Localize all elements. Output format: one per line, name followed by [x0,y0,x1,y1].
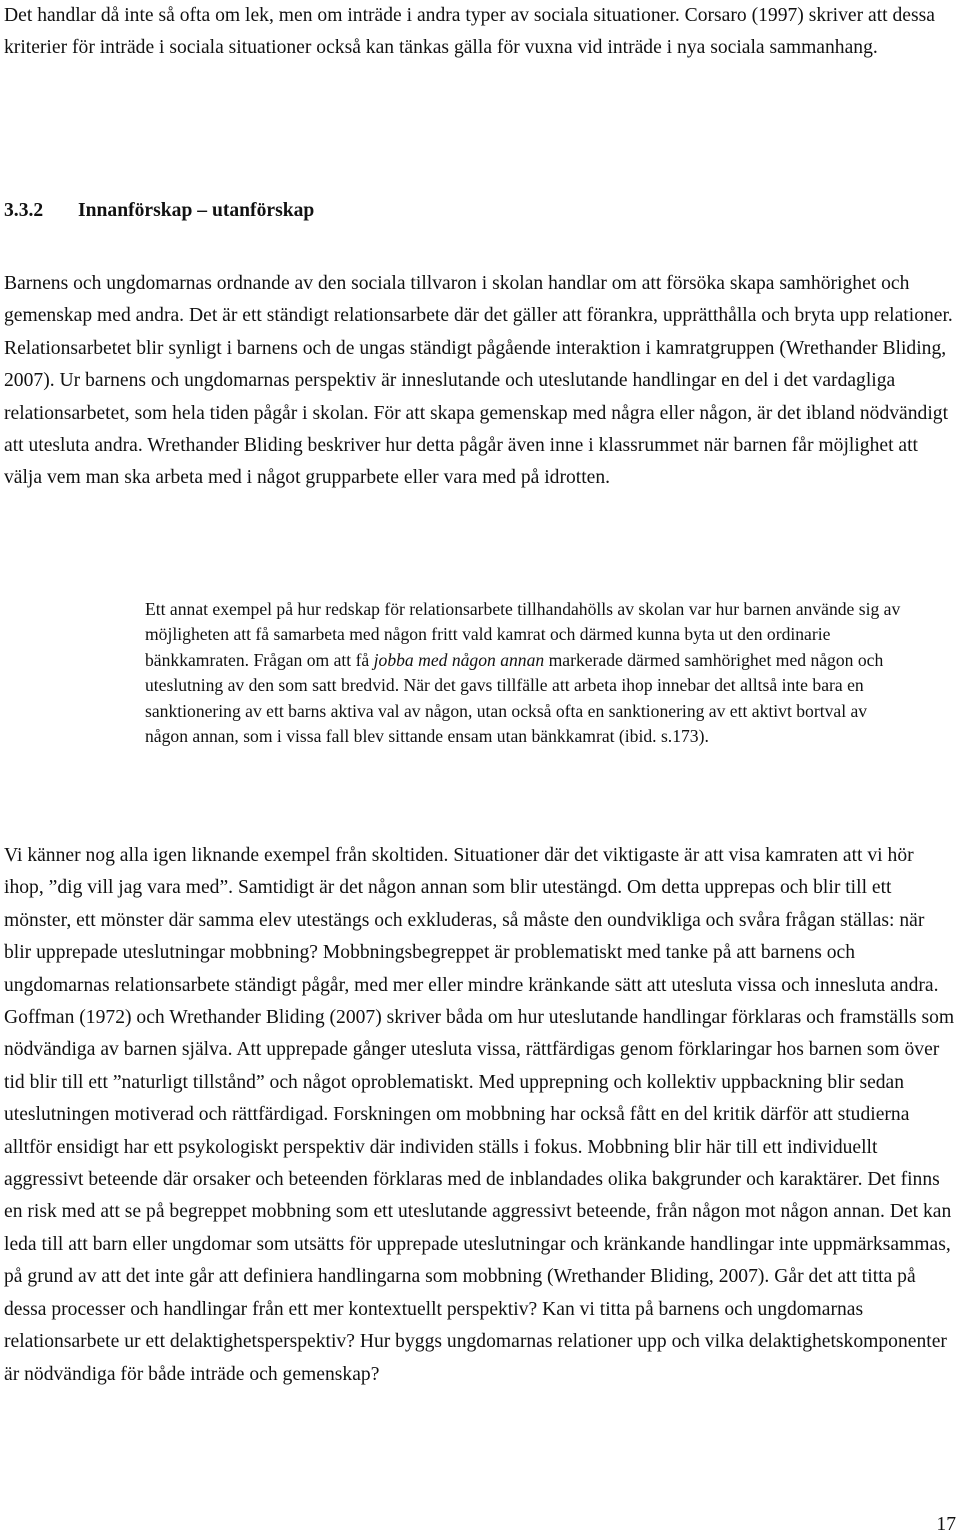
section-title: Innanförskap – utanförskap [78,200,315,221]
paragraph-mobbning: Vi känner nog alla igen liknande exempel från skoltiden. Situationer där det viktigaste är att visa kamraten att vi hör ihop, ”dig vill jag vara med”. Samtidigt är det någon annan som blir utestängd. Om detta upprepas och blir till ett mönster, ett mönster där samma elev utestängs och exkluderas, så måste den oundvikliga och svåra frågan ställas: när blir upprepade uteslutningar mobbning? Mobbningsbegreppet är problematiskt med tanke på att barnens och ungdomarnas relationsarbete ständigt pågår, med mer eller mindre kränkande sätt att utesluta vissa och innesluta andra. Goffman (1972) och Wrethander Bliding (2007) skriver båda om hur uteslutande handlingar förklaras och framställs som nödvändiga av barnen själva. Att upprepade gånger utesluta vissa, rättfärdigas genom förklaringar hos barnen som över tid blir till ett ”naturligt tillstånd” och något oproblematiskt. Med upprepning och kollektiv uppbackning blir sedan uteslutningen motiverad och rättfärdigad. Forskningen om mobbning har också fått en del kritik därför att studierna alltför ensidigt har ett psykologiskt perspektiv där individen ställs i fokus. Mobbning blir här till ett individuellt aggressivt beteende där orsaker och beteenden förklaras med de inblandades olika bakgrunder och karaktärer. Det finns en risk med att se på begreppet mobbning som ett uteslutande aggressivt beteende, från någon mot någon annan. Det kan leda till att barn eller ungdomar som utsätts för upprepade uteslutningar och kränkande handlingar inte uppmärksammas, på grund av att det inte går att definiera handlingarna som mobbning (Wrethander Bliding, 2007). Går det att titta på dessa processer och handlingar från ett mer kontextuellt perspektiv? Kan vi titta på barnens och ungdomarnas relationsarbete ur ett delaktighetsperspektiv? Hur byggs ungdomarnas relationer upp och vilka delaktighetskomponenter är nödvändiga för både inträde och gemenskap? [4,845,955,1385]
paragraph-relationsarbete: Barnens och ungdomarnas ordnande av den sociala tillvaron i skolan handlar om att försöka skapa samhörighet och gemenskap med andra. Det är ett ständigt relationsarbete där det gäller att förankra, upprätthålla och bryta upp relationer. Relationsarbetet blir synligt i barnens och de ungas ständigt pågående interaktion i kamratgruppen (Wrethander Bliding, 2007). Ur barnens och ungdomarnas perspektiv är inneslutande och uteslutande handlingar en del i det vardagliga relationsarbetet, som hela tiden pågår i skolan. För att skapa gemenskap med några eller någon, är det ibland nödvändigt att utesluta andra. Wrethander Bliding beskriver hur detta pågår även inne i klassrummet när barnen får möjlighet att välja vem man ska arbeta med i något grupparbete eller vara med på idrotten. [4,273,953,489]
quote-text-part2: markerade därmed samhörighet med någon och uteslutning av den som satt bredvid. När det gavs tillfälle att arbeta ihop innebar det alltså inte bara en sanktionering av ett barns aktiva val av någon, utan också ofta en sanktionering av ett aktivt bortval av någon annan, som i vissa fall blev sittande ensam utan bänkkamrat (ibid. s.173). [145,649,884,747]
quote-text-part1: Ett annat exempel på hur redskap för relationsarbete tillhandahölls av skolan var hur barnen använde sig av möjligheten att få samarbeta med någon fritt vald kamrat och därmed kunna byta ut den ordinarie bänkkamraten. Frågan om att få [145,599,901,670]
section-heading [4,196,314,226]
page-number: 17 [936,1514,956,1535]
quote-emphasis: jobba med någon annan [373,649,545,670]
section-number: 3.3.2 [4,200,44,221]
block-quote [145,597,905,749]
paragraph-intro: Det handlar då inte så ofta om lek, men om inträde i andra typer av sociala situationer. Corsaro (1997) skriver att dessa kriterier för inträde i sociala situationer också kan tänkas gälla för vuxna vid inträde i nya sociala sammanhang. [4,5,935,59]
